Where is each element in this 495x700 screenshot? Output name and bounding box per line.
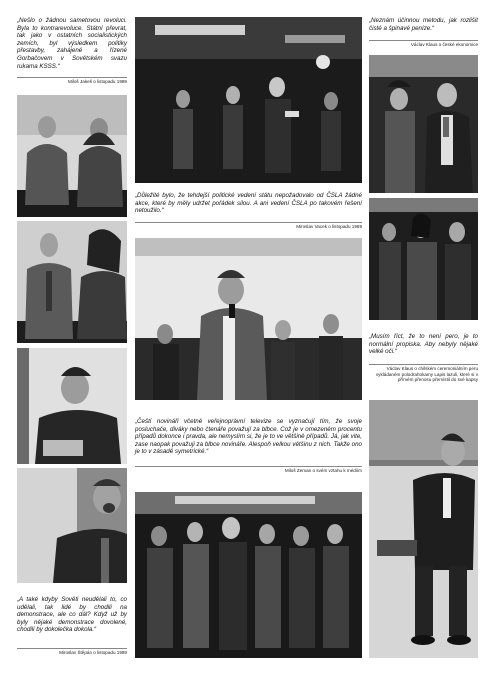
quote-klaus-pen-divider [369,364,478,365]
quote-jakes: „Nešlo o žádnou sametovou revoluci. Byla to kontrarevoluce. Státní převrat, tak jako v ostatních socialistických zemích, byl výsledkem politiky přestavby, zahájené a řízené Gorbačovem v Sovětském svazu rukama KSSS.“ [17,17,127,70]
photo-couple-microphone [369,55,478,193]
photo-duo-seated-laughing [17,95,127,217]
photo-man-singing [17,468,127,583]
quote-vacek-attribution: Miroslav Vacek o listopadu 1989 [296,224,362,229]
photo-stage-group-microphone [135,17,362,183]
photo-cast-lineup [135,492,362,658]
photo-duo-shouting [17,221,127,343]
quote-zeman-attribution: Miloš Zeman o svém vztahu k médiím [284,468,362,473]
quote-jakes-divider [17,77,127,78]
quote-vacek-divider [135,222,362,223]
photo-man-microphone-spotlight [135,238,362,400]
photo-woman-singing-group [369,198,478,320]
quote-klaus-pen: „Musím říct, že to není pero, je to normální propiska. Aby nebyly nějaké velké oči.“ [369,333,478,356]
photo-man-laughing-papers [17,348,127,464]
photo-man-guitar-bench [369,400,478,658]
quote-klaus-money-attribution: Václav Klaus o české ekonomice [410,42,478,47]
quote-klaus-money: „Neznám účinnou metodu, jak rozlišit čisté a špinavé peníze.“ [369,17,478,32]
quote-jakes-attribution: Miloš Jakeš o listopadu 1989 [68,79,127,84]
quote-klaus-money-divider [369,40,478,41]
quote-zeman: „Čeští novináři včetně veřejnoprávní televize se vyznačují tím, že svoje posluchače, diváky nebo čtenáře považují za blbce. Což je v omezeném procentu případů dokonce i pravda, ale nemyslím si, že je to ve většině případů. Já, jak vite, zase naopak považuji za blbce novináře. Alespoň velkou většinu z nich. Takže ono je to v zásadě symetrické.“ [135,418,362,456]
quote-stepan: „A také kdyby Sověti neudělali to, co udělali, tak lidé by chodili na demonstrace, ale co dál? Když už by byly nějaké demonstrace dovolené, chodili by dokolečka dokola.“ [17,596,127,634]
quote-zeman-divider [135,466,362,467]
quote-vacek: „Důležité bylo, že tehdejší politické vedení státu nepožadovalo od ČSLA žádné akce, které by měly udržet pořádek silou. A ani vedení ČSLA po takovém řešení netoužilo.“ [135,192,362,215]
quote-stepan-attribution: Miroslav Štěpán o listopadu 1989 [59,650,127,655]
quote-stepan-divider [17,648,127,649]
quote-klaus-pen-attribution: Václav Klaus o chilském ceremoniálním peru vykládaném polodrahokamy Lapis lazuli, které si v přímém přenosu přemístil do své kapsy [375,366,478,383]
